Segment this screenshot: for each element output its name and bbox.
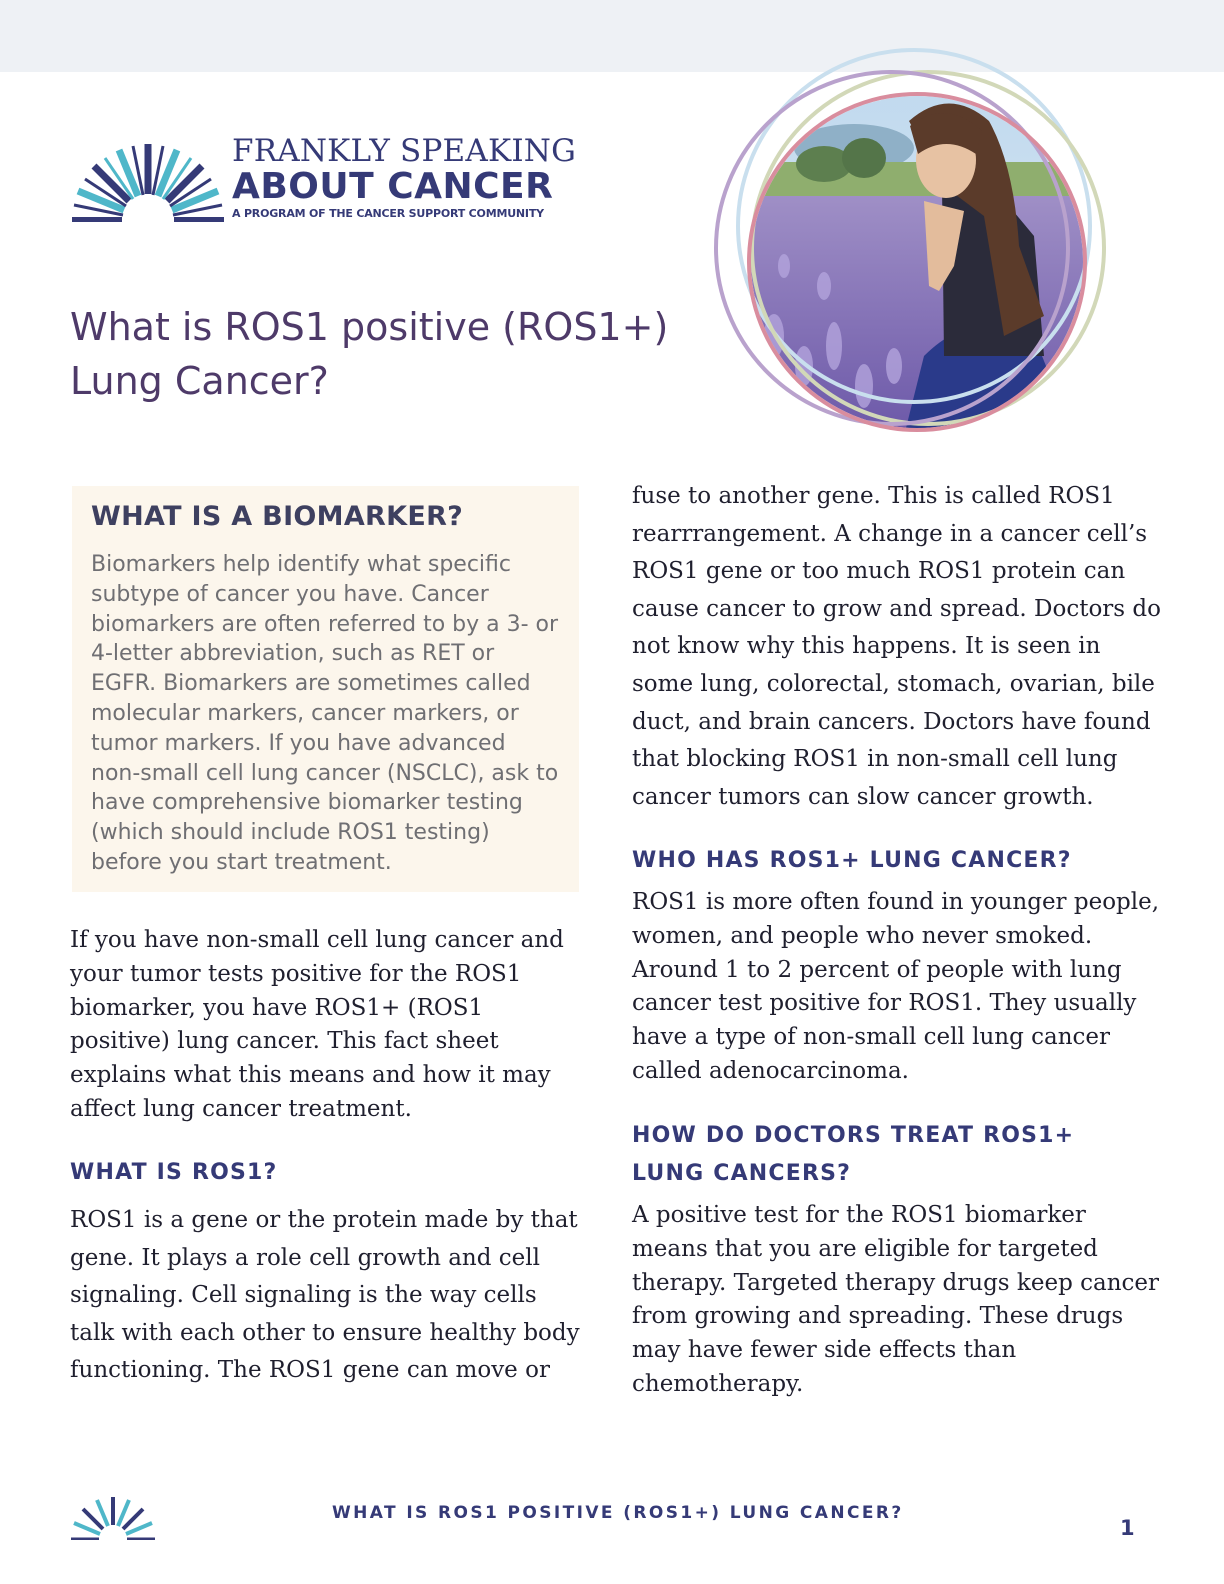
biomarker-heading: WHAT IS A BIOMARKER?: [91, 501, 464, 532]
page-title: What is ROS1 positive (ROS1+) Lung Cancer?: [70, 305, 669, 403]
biomarker-callout: [72, 486, 579, 892]
logo-wordmark: [232, 134, 576, 222]
logo-tagline: A PROGRAM OF THE CANCER SUPPORT COMMUNITY: [232, 207, 544, 220]
logo: [70, 134, 590, 234]
logo-line2: ABOUT CANCER: [232, 166, 554, 207]
footer-title: WHAT IS ROS1 POSITIVE (ROS1+) LUNG CANCER?: [332, 1503, 904, 1523]
sunburst-icon: [70, 142, 226, 222]
sunburst-icon: [70, 1496, 156, 1540]
ros1-paragraph-continued: fuse to another gene. This is called ROS1 rearrrangement. A change in a cancer cell’s ROS1 gene or too much ROS1 protein can cause cancer to grow and spread. Doctors do not know why this happens. It is seen in some lung, colorectal, stomach, ovarian, bile duct, and brain cancers. Doctors have found that blocking ROS1 in non-small cell lung cancer tumors can slow cancer growth.: [632, 483, 1161, 810]
who-has-paragraph: ROS1 is more often found in younger people, women, and people who never smoked. Around 1 to 2 percent of people with lung cancer test positive for ROS1. They usually have a type of non-small cell lung cancer called adenocarcinoma.: [632, 889, 1160, 1084]
page-number: 1: [1120, 1516, 1135, 1540]
how-treat-paragraph: A positive test for the ROS1 biomarker means that you are eligible for targeted therapy. Targeted therapy drugs keep cancer from growing and spreading. These drugs may have fewer side effects than chemotherapy.: [632, 1202, 1160, 1397]
hero-photo: [714, 36, 1114, 436]
ros1-paragraph: ROS1 is a gene or the protein made by that gene. It plays a role cell growth and cell signaling. Cell signaling is the way cells talk with each other to ensure healthy body functioning. The ROS1 gene can move or: [70, 1207, 580, 1384]
logo-line1: FRANKLY SPEAKING: [232, 133, 577, 169]
intro-paragraph: If you have non-small cell lung cancer and your tumor tests positive for the ROS1 biomarker, you have ROS1+ (ROS1 positive) lung cancer. This fact sheet explains what this means and how it may affect lung cancer treatment.: [70, 927, 564, 1122]
biomarker-text: Biomarkers help identify what specific subtype of cancer you have. Cancer biomarkers are often referred to by a 3- or 4-letter abbreviation, such as RET or EGFR. Biomarkers are sometimes called molecular markers, cancer markers, or tumor markers. If you have advanced non-small cell lung cancer (NSCLC), ask to have comprehensive biomarker testing (which should include ROS1 testing) before you start treatment.: [91, 552, 559, 875]
heading-what-is-ros1: WHAT IS ROS1?: [70, 1160, 278, 1185]
heading-how-treat: HOW DO DOCTORS TREAT ROS1+ LUNG CANCERS?: [632, 1123, 1075, 1186]
heading-who-has-ros1: WHO HAS ROS1+ LUNG CANCER?: [632, 848, 1072, 873]
